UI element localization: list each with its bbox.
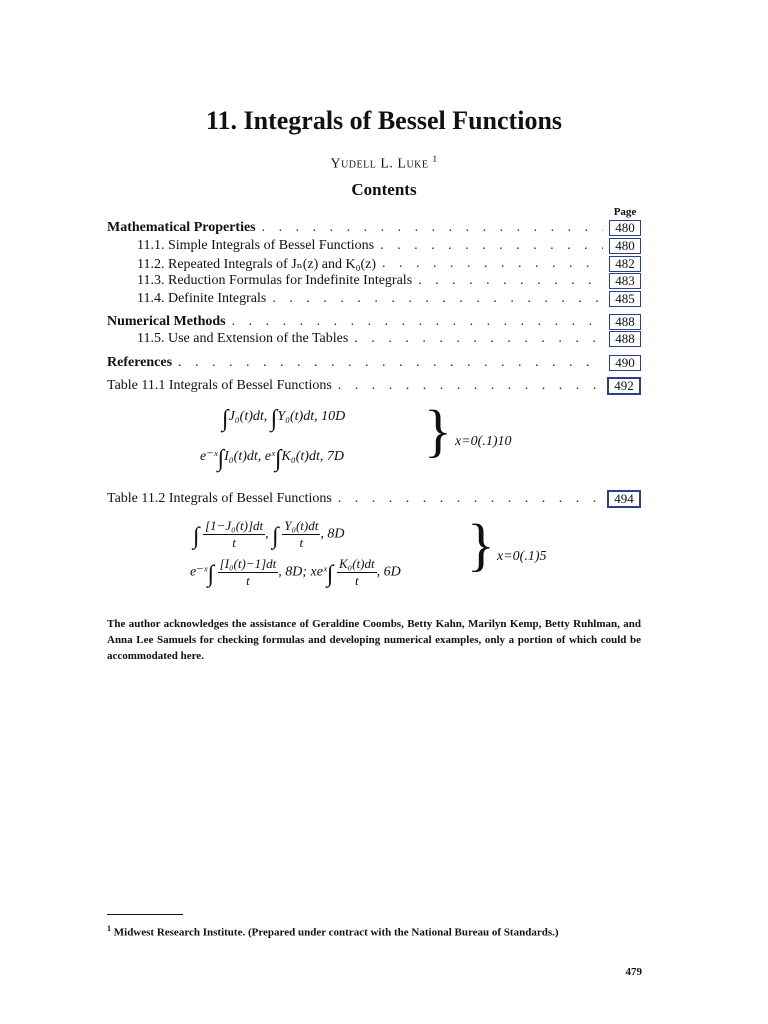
toc-label: 11.5. Use and Extension of the Tables xyxy=(137,331,349,346)
author-line xyxy=(0,154,768,173)
toc-label: 11.1. Simple Integrals of Bessel Functions xyxy=(137,238,375,253)
acknowledgement: The author acknowledges the assistance of Geraldine Coombs, Betty Kahn, Marilyn Kemp, Betty Ruhlman, and Anna Lee Samuels for checking formulas and developing numerical examples, only a portion of which could be accommodated here. xyxy=(107,618,641,662)
page-link[interactable]: 485 xyxy=(609,291,641,307)
footnote-mark: 1 xyxy=(107,924,111,933)
toc-label: 11.3. Reduction Formulas for Indefinite Integrals xyxy=(137,273,413,288)
leader-dots xyxy=(380,238,603,254)
leader-dots xyxy=(178,355,603,371)
toc-row-11-1[interactable] xyxy=(137,237,641,255)
leader-dots xyxy=(232,314,603,330)
leader-dots xyxy=(272,291,603,307)
page-link[interactable]: 492 xyxy=(607,377,641,395)
page-link[interactable]: 483 xyxy=(609,273,641,289)
toc-row-11-4[interactable] xyxy=(137,290,641,308)
toc-label: 11.4. Definite Integrals xyxy=(137,291,267,306)
footnote-rule xyxy=(107,914,183,915)
author-name: Yudell L. Luke xyxy=(330,156,429,172)
integral-sign: ∫ xyxy=(272,523,279,550)
toc-row-table-11-1[interactable] xyxy=(107,377,641,395)
right-brace: } xyxy=(467,512,495,577)
page-link[interactable]: 494 xyxy=(607,490,641,508)
toc-label: References xyxy=(107,355,173,370)
integral-sign: ∫ xyxy=(217,446,225,472)
toc-row-math-properties[interactable] xyxy=(107,219,641,237)
table2-formula-line2: e⁻ˣ∫ $\frac{\text{[I₀(t)−1]dt}}{t}$ , 8D; xeˣ∫ $\frac{\text{K₀(t)dt}}{t}$ , 6D xyxy=(190,556,401,588)
page-number: 479 xyxy=(625,966,642,978)
page-column-header: Page xyxy=(613,206,637,218)
toc-row-11-5[interactable] xyxy=(137,330,641,348)
toc-row-references[interactable] xyxy=(107,354,641,372)
page-link[interactable]: 488 xyxy=(609,331,641,347)
leader-dots xyxy=(382,256,603,272)
table2-range: x=0(.1)5 xyxy=(497,549,547,564)
page-link[interactable]: 490 xyxy=(609,355,641,371)
integral-sign: ∫ xyxy=(207,561,215,588)
footnote-text: Midwest Research Institute. (Prepared under contract with the National Bureau of Standards.) xyxy=(113,926,559,939)
table1-range: x=0(.1)10 xyxy=(455,434,512,449)
toc-label: Numerical Methods xyxy=(107,314,226,329)
toc-row-table-11-2[interactable] xyxy=(107,490,641,508)
page-link[interactable]: 480 xyxy=(609,220,641,236)
footnote xyxy=(107,921,641,941)
leader-dots xyxy=(262,220,603,236)
table1-formula-line1: ∫J₀(t)dt, ∫Y₀(t)dt, 10D xyxy=(222,406,346,432)
chapter-title: 11. Integrals of Bessel Functions xyxy=(205,106,563,135)
toc-label: 11.2. Repeated Integrals of Jₙ(z) and K₀(z) xyxy=(137,256,376,272)
toc-row-11-3[interactable] xyxy=(137,272,641,290)
toc-label: Mathematical Properties xyxy=(107,220,256,235)
integral-sign: ∫ xyxy=(193,523,200,550)
integral-sign: ∫ xyxy=(270,406,278,432)
table2-formula-line1: ∫ $\frac{\text{[1−J₀(t)]dt}}{t}$ , ∫ $\frac{\text{Y₀(t)dt}}{t}$ , 8D xyxy=(193,518,345,550)
contents-heading: Contents xyxy=(351,180,417,199)
leader-dots xyxy=(418,273,603,289)
table1-formula-line2: e⁻ˣ∫I₀(t)dt, eˣ∫K₀(t)dt, 7D xyxy=(200,446,344,472)
toc-label: Table 11.2 Integrals of Bessel Functions xyxy=(107,491,332,506)
page-link[interactable]: 488 xyxy=(609,314,641,330)
author-footnote-mark: 1 xyxy=(432,154,438,164)
integral-sign: ∫ xyxy=(326,561,334,588)
leader-dots xyxy=(338,491,601,507)
toc-row-11-2[interactable] xyxy=(137,255,641,273)
integral-sign: ∫ xyxy=(274,446,282,472)
page-link[interactable]: 482 xyxy=(609,256,641,272)
toc-row-numerical-methods[interactable] xyxy=(107,313,641,331)
leader-dots xyxy=(354,331,603,347)
leader-dots xyxy=(338,378,601,394)
integral-sign: ∫ xyxy=(222,406,229,432)
toc-label: Table 11.1 Integrals of Bessel Functions xyxy=(107,378,332,393)
page-link[interactable]: 480 xyxy=(609,238,641,254)
right-brace: } xyxy=(424,398,452,463)
